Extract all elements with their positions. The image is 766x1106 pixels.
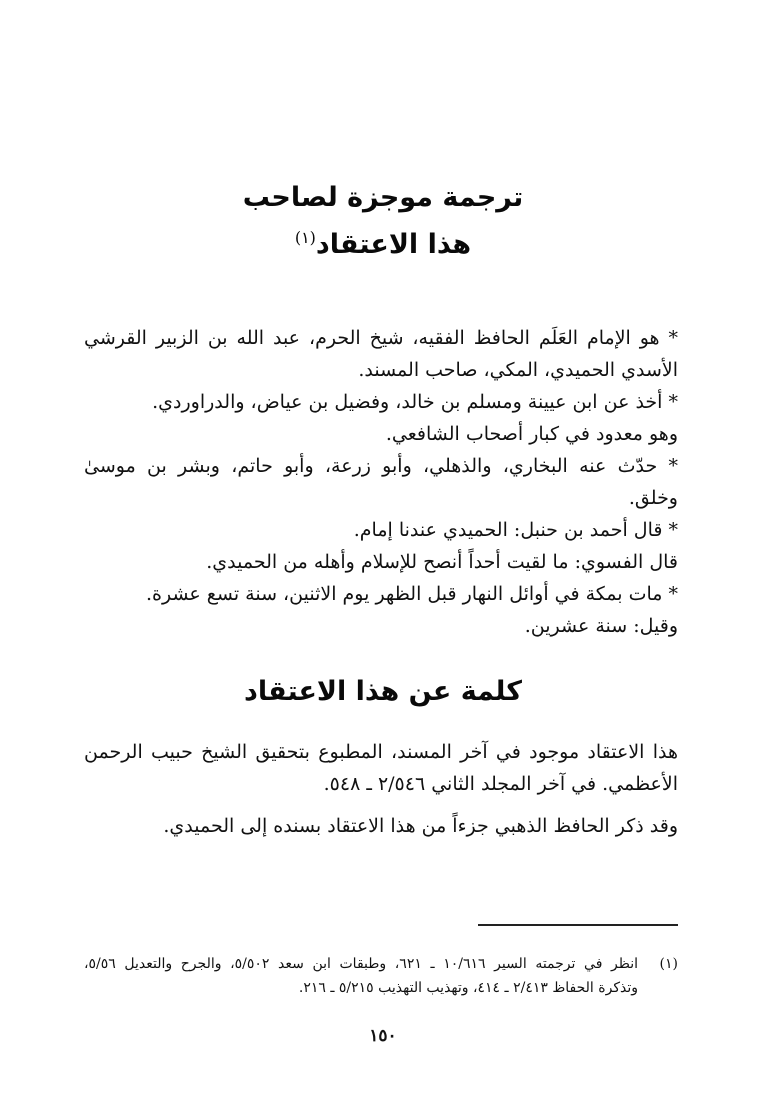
about-heading: كلمة عن هذا الاعتقاد [244, 676, 522, 707]
bio-line: قال الفسوي: ما لقيت أحداً أنصح للإسلام وأهله من الحميدي. [206, 551, 678, 573]
bio-line: * هو الإمام العَلَم الحافظ الفقيه، شيخ الحرم، عبد الله بن الزبير القرشي [84, 327, 678, 349]
bio-line: وهو معدود في كبار أصحاب الشافعي. [385, 423, 678, 445]
bio-line: * قال أحمد بن حنبل: الحميدي عندنا إمام. [353, 519, 678, 541]
biography-heading-line1: ترجمة موجزة لصاحب [242, 182, 524, 213]
footnote-line: انظر في ترجمته السير ١٠/٦١٦ ـ ٦٢١، وطبقات ابن سعد ٥/٥٠٢، والجرح والتعديل ٥/٥٦، [84, 956, 638, 972]
footnote-line: وتذكرة الحفاظ ٢/٤١٣ ـ ٤١٤، وتهذيب التهذيب ٥/٢١٥ ـ ٢١٦. [298, 980, 638, 996]
biography-heading [0, 178, 766, 218]
about-line: وقد ذكر الحافظ الذهبي جزءاً من هذا الاعتقاد بسنده إلى الحميدي. [163, 815, 678, 837]
bio-line: * مات بمكة في أوائل النهار قبل الظهر يوم الاثنين، سنة تسع عشرة. [145, 583, 678, 605]
bio-line: الأسدي الحميدي، المكي، صاحب المسند. [358, 359, 678, 381]
bio-line: وخلق. [628, 487, 678, 509]
about-line: هذا الاعتقاد موجود في آخر المسند، المطبوع بتحقيق الشيخ حبيب الرحمن [84, 741, 678, 763]
footnote-reference: (١) [294, 228, 316, 247]
footnote-number: (١) [659, 956, 678, 972]
page-number: ١٥٠ [369, 1026, 397, 1046]
bio-line: وقيل: سنة عشرين. [524, 615, 678, 637]
bio-line: * حدّث عنه البخاري، والذهلي، وأبو زرعة، وأبو حاتم، وبشر بن موسىٰ [84, 455, 678, 477]
about-line: الأعظمي. في آخر المجلد الثاني ٢/٥٤٦ ـ ٥٤٨. [323, 773, 678, 795]
biography-heading-second [0, 218, 766, 265]
bio-line: * أخذ عن ابن عيينة ومسلم بن خالد، وفضيل بن عياض، والدراوردي. [152, 391, 678, 413]
biography-heading-line2: هذا الاعتقاد [315, 229, 472, 260]
footnote-divider [478, 924, 678, 926]
